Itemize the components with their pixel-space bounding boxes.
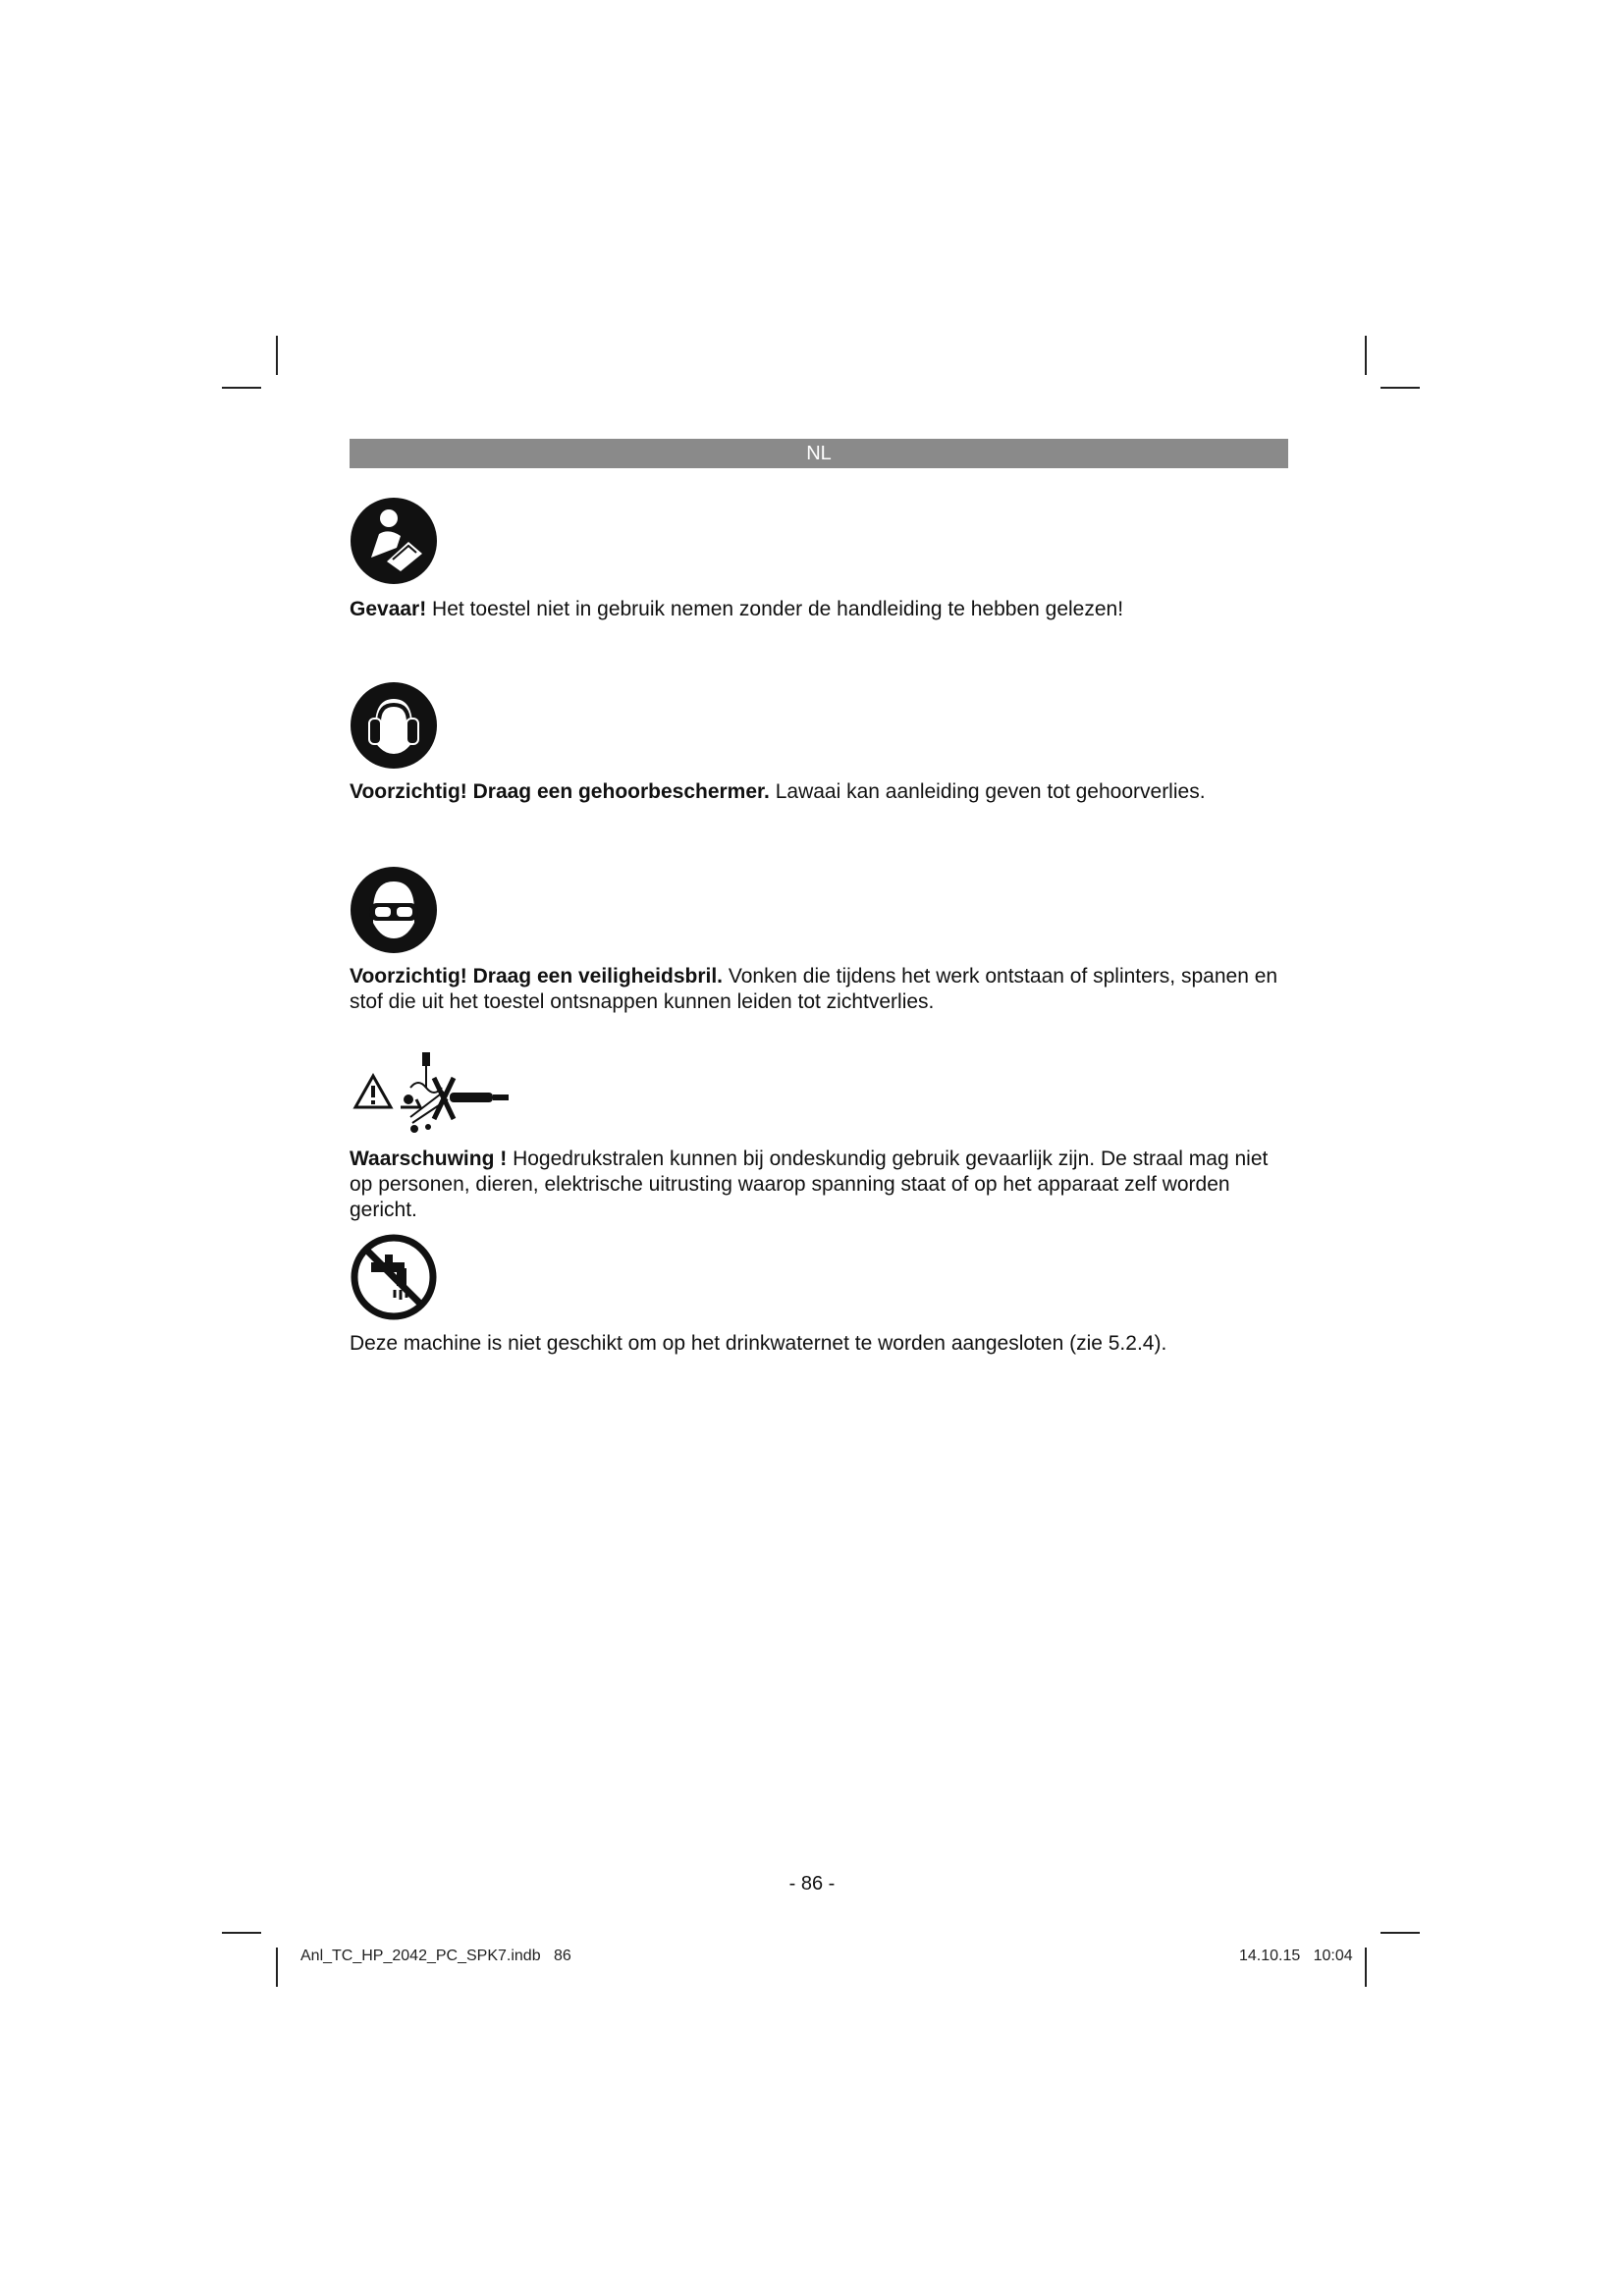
no-drinking-water-text: Deze machine is niet geschikt om op het drinkwaternet te worden aangesloten (zie 5.2.4). [350, 1332, 1167, 1355]
warning-ear-protection-text: Voorzichtig! Draag een gehoorbeschermer. Lawaai kan aanleiding geven tot gehoorverlies. [350, 780, 1206, 803]
crop-mark [276, 336, 278, 375]
crop-mark [222, 387, 261, 389]
crop-mark [1365, 1948, 1367, 1987]
ear-protection-icon [350, 681, 438, 774]
crop-mark [276, 1948, 278, 1987]
safety-goggles-icon [350, 866, 438, 959]
footer-file-name: Anl_TC_HP_2042_PC_SPK7.indb 86 [300, 1948, 571, 1964]
crop-mark [222, 1932, 261, 1934]
warning-read-manual-text: Gevaar! Het toestel niet in gebruik nemen zonder de handleiding te hebben gelezen! [350, 598, 1124, 620]
crop-mark [1380, 1932, 1420, 1934]
crop-mark [1365, 336, 1367, 375]
page-number: - 86 - [788, 1873, 836, 1895]
warning-safety-goggles-text: Voorzichtig! Draag een veiligheidsbril. Vonken die tijdens het werk ontstaan of splinters, spanen en stof die uit het toestel ontsnappen kunnen leiden tot zichtverlies. [350, 965, 1278, 1013]
high-pressure-warning-icon [352, 1048, 518, 1142]
read-manual-icon [350, 497, 438, 590]
crop-mark [1380, 387, 1420, 389]
footer-date-time: 14.10.15 10:04 [1239, 1948, 1353, 1964]
no-drinking-water-connection-icon [350, 1233, 438, 1326]
warning-high-pressure-text: Waarschuwing ! Hogedrukstralen kunnen bij ondeskundig gebruik gevaarlijk zijn. De straal mag niet op personen, dieren, elektrische uitrusting waarop spanning staat of op het apparaat zelf worden gericht. [350, 1148, 1269, 1221]
language-header-bar: NL [350, 439, 1288, 468]
